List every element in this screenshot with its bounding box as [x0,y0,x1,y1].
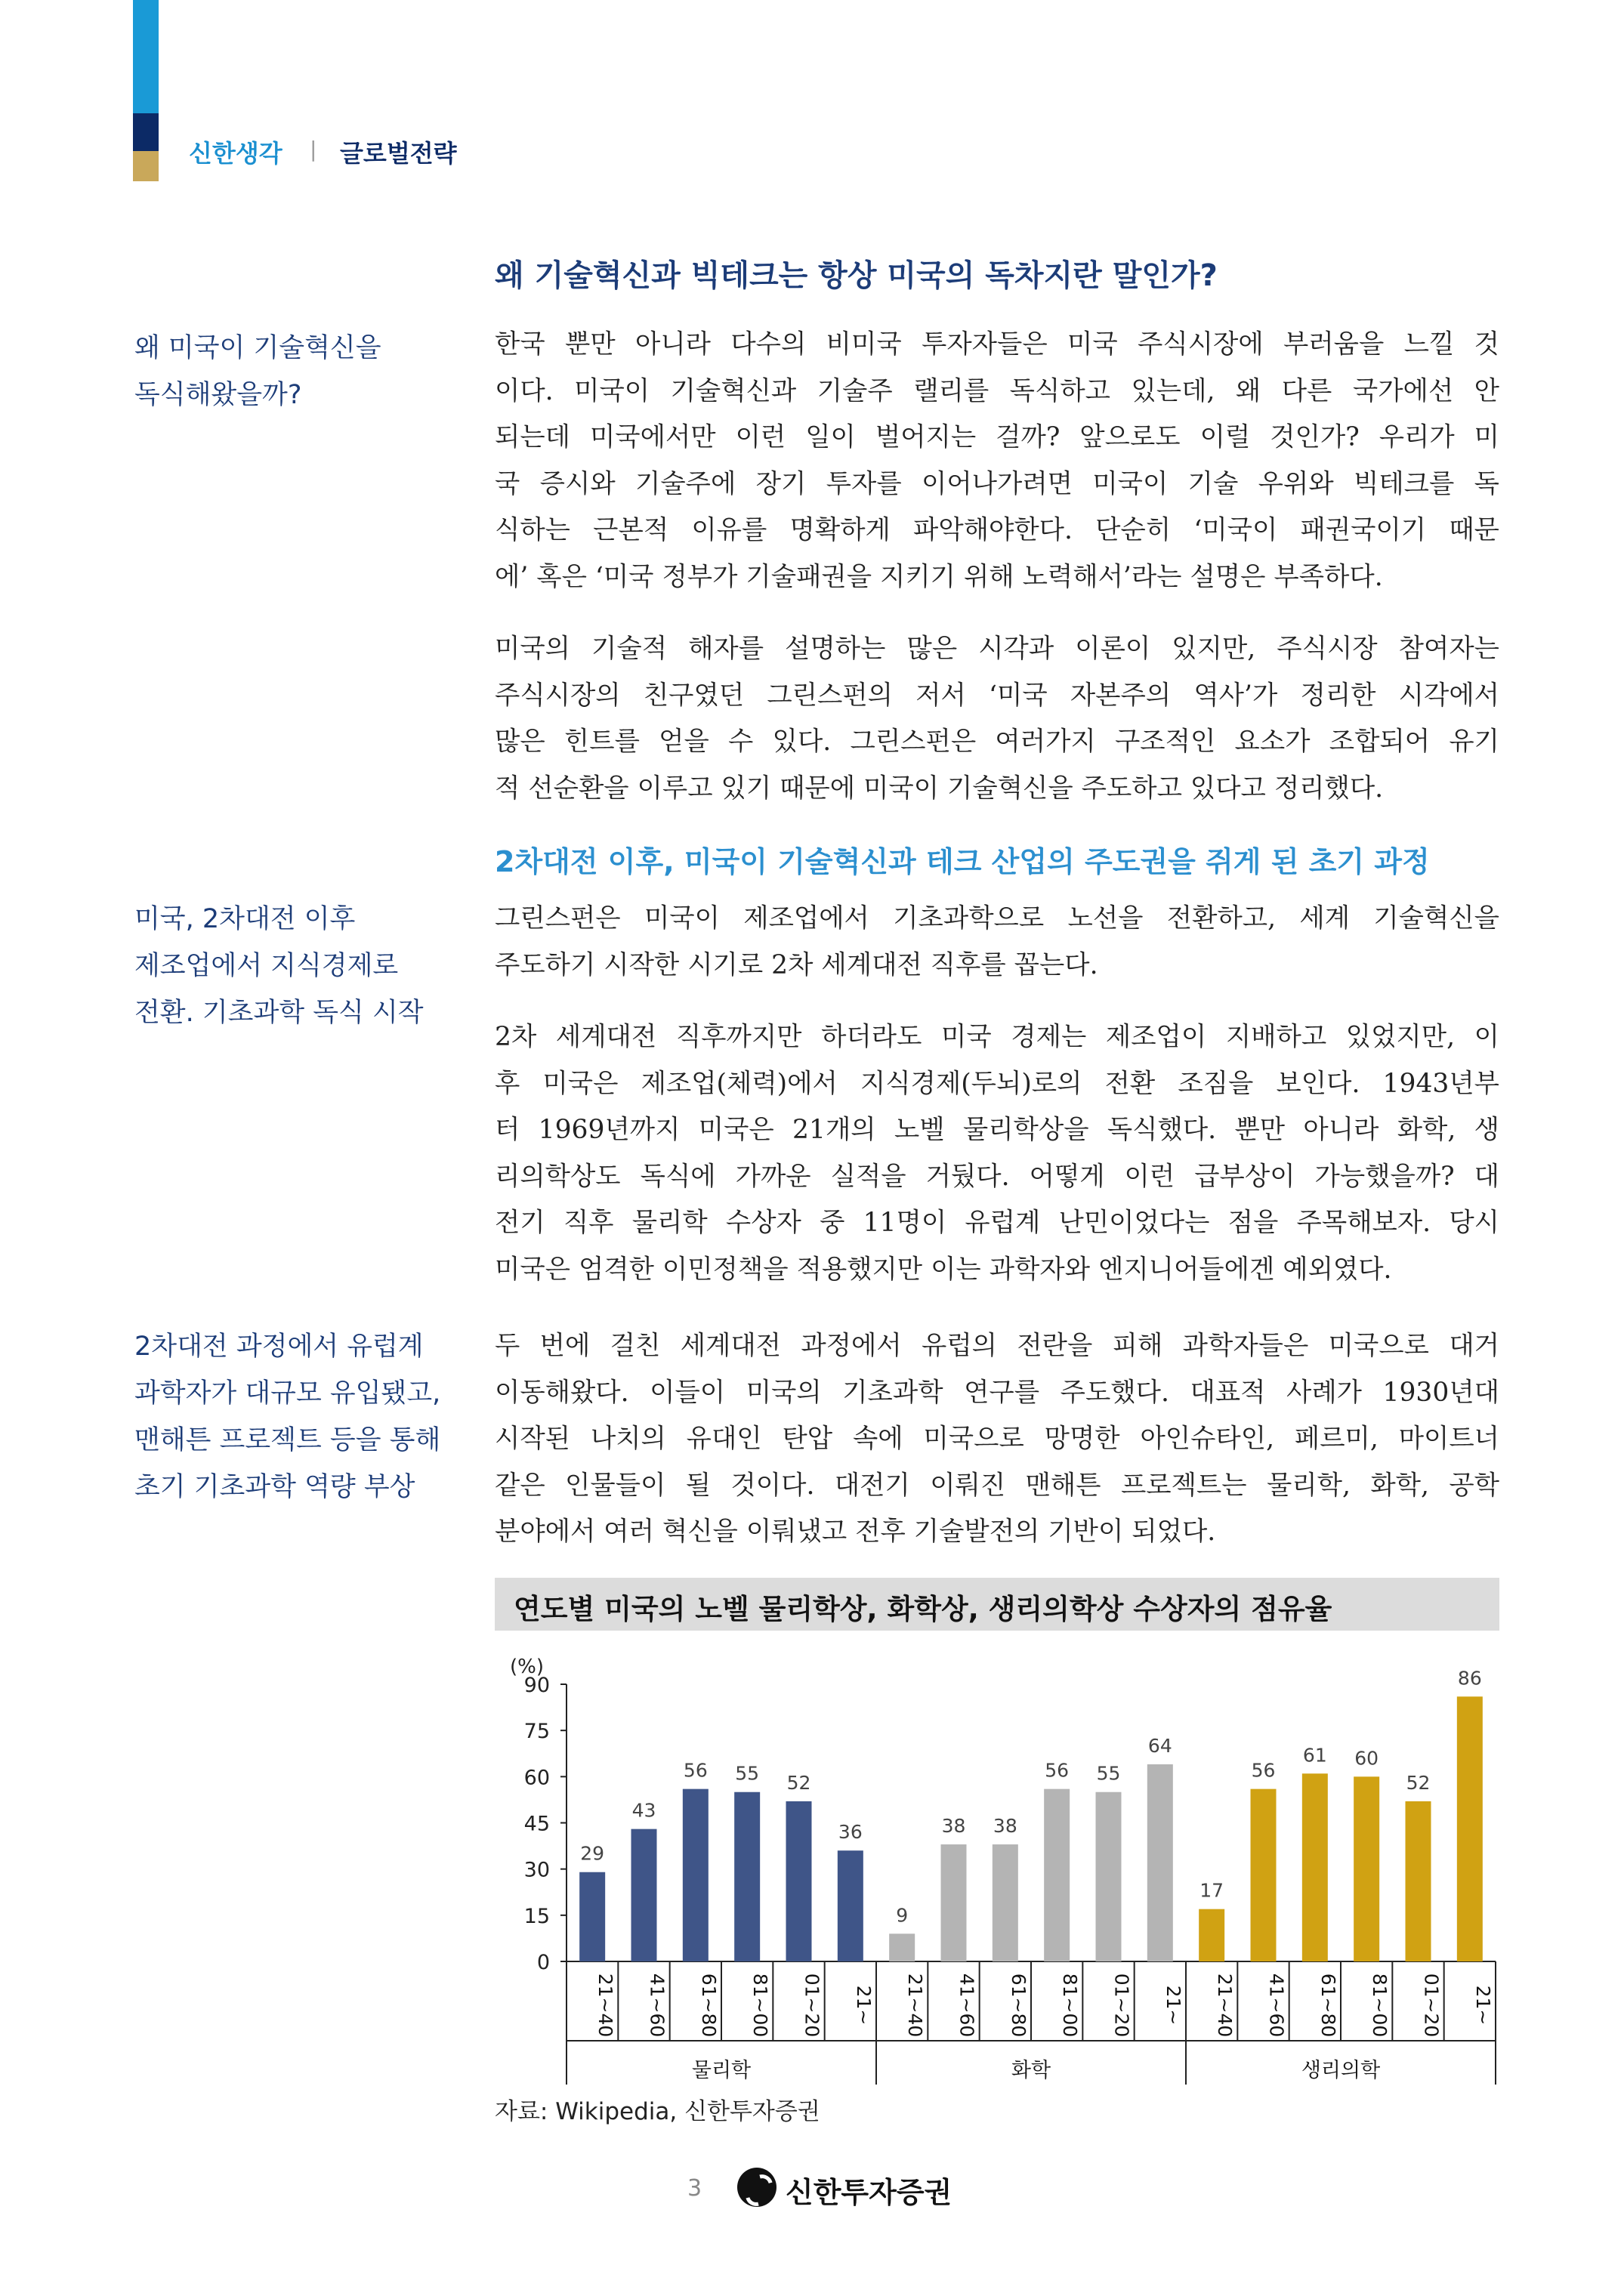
data-label: 55 [1096,1762,1121,1785]
bar [579,1872,605,1961]
data-label: 61 [1302,1744,1327,1767]
y-tick-label: 90 [523,1674,550,1697]
side-note-line: 2차대전 과정에서 유럽계 [134,1332,424,1362]
paragraph-line: 리의학상도 독식에 가까운 실적을 거뒀다. 어떻게 이런 급부상이 가능했을까? 대 [495,1161,1499,1192]
paragraph-line: 미국은 엄격한 이민정책을 적용했지만 이는 과학자와 엔지니어들에겐 예외였다. [495,1254,1392,1285]
data-label: 52 [786,1771,811,1794]
paragraph [495,1323,1499,1556]
side-note-line: 과학자가 대규모 유입됐고, [134,1378,441,1409]
paragraph-line: 2차 세계대전 직후까지만 하더라도 미국 경제는 제조업이 지배하고 있었지만, 이 [495,1022,1499,1052]
side-note-line: 전환. 기초과학 독식 시작 [134,998,424,1028]
group-label: 화학 [1011,2059,1051,2082]
x-tick-label: 61~80 [697,1973,720,2038]
side-note-1 [134,325,467,418]
paragraph-line: 에’ 혹은 ‘미국 정부가 기술패권을 지키기 위해 노력해서’라는 설명은 부족하다. [495,561,1383,592]
side-note-2 [134,896,467,1036]
bar [993,1844,1018,1961]
x-tick-label: 21~ [1471,1985,1494,2026]
x-tick-label: 21~40 [904,1973,927,2038]
x-tick-label: 01~20 [1110,1973,1133,2038]
side-note-line: 미국, 2차대전 이후 [134,904,356,934]
bar [941,1844,967,1961]
paragraph-line: 미국의 기술적 해자를 설명하는 많은 시각과 이론이 있지만, 주식시장 참여자는 [495,634,1499,664]
paragraph [495,322,1499,600]
x-tick-label: 01~20 [1420,1973,1443,2038]
x-tick-label: 41~60 [956,1973,978,2038]
x-tick-label: 21~40 [594,1973,617,2038]
y-tick-label: 60 [523,1766,550,1790]
section-title: 왜 기술혁신과 빅테크는 항상 미국의 독차지란 말인가? [495,258,1218,293]
bar-chart [495,1631,1499,2085]
side-note-line: 맨해튼 프로젝트 등을 통해 [134,1425,441,1455]
bar [1251,1789,1277,1961]
x-tick-label: 21~ [852,1985,875,2026]
bar [1044,1789,1070,1961]
x-tick-label: 01~20 [801,1973,823,2038]
bar [1199,1909,1224,1961]
company-name: 신한투자증권 [786,2176,952,2209]
y-tick-label: 0 [536,1951,550,1974]
data-label: 17 [1199,1879,1224,1902]
x-tick-label: 41~60 [1265,1973,1288,2038]
data-label: 38 [993,1815,1017,1838]
data-label: 38 [941,1815,966,1838]
bar [1457,1696,1483,1961]
paragraph-line: 전기 직후 물리학 수상자 중 11명이 유럽계 난민이었다는 점을 주목해보자. 당시 [495,1208,1499,1238]
subsection-title: 2차대전 이후, 미국이 기술혁신과 테크 산업의 주도권을 쥐게 된 초기 과정 [495,845,1430,878]
y-tick-label: 30 [523,1858,550,1882]
header-accent-bar-navy [133,113,159,151]
data-label: 52 [1406,1771,1431,1794]
x-tick-label: 81~00 [749,1973,772,2038]
paragraph-line: 시작된 나치의 유대인 탄압 속에 미국으로 망명한 아인슈타인, 페르미, 마이트너 [495,1424,1499,1454]
data-label: 55 [735,1762,760,1785]
paragraph-line: 적 선순환을 이루고 있기 때문에 미국이 기술혁신을 주도하고 있다고 정리했다. [495,773,1384,804]
data-label: 56 [1251,1759,1276,1782]
side-note-line: 왜 미국이 기술혁신을 [134,333,381,363]
side-note-line: 제조업에서 지식경제로 [134,951,399,981]
data-label: 36 [838,1821,863,1844]
paragraph [495,896,1499,989]
data-label: 64 [1147,1735,1172,1758]
bar [838,1850,863,1961]
paragraph-line: 되는데 미국에서만 이런 일이 벌어지는 걸까? 앞으로도 이럴 것인가? 우리가 미 [495,422,1499,452]
paragraph-line: 분야에서 여러 혁신을 이뤄냈고 전후 기술발전의 기반이 되었다. [495,1517,1216,1547]
paragraph-line: 두 번에 걸친 세계대전 과정에서 유럽의 전란을 피해 과학자들은 미국으로 대거 [495,1331,1499,1361]
y-axis-unit: (%) [510,1656,544,1678]
paragraph-line: 한국 뿐만 아니라 다수의 비미국 투자자들은 미국 주식시장에 부러움을 느낄 것 [495,329,1499,360]
x-tick-label: 41~60 [646,1973,668,2038]
x-tick-label: 61~80 [1007,1973,1030,2038]
company-logo-icon [737,2168,776,2207]
side-note-3 [134,1323,467,1511]
bar [683,1789,709,1961]
paragraph-line: 이동해왔다. 이들이 미국의 기초과학 연구를 주도했다. 대표적 사례가 1930년대 [495,1377,1499,1408]
bar [1302,1773,1328,1961]
data-label: 86 [1457,1667,1482,1690]
side-note-line: 초기 기초과학 역량 부상 [134,1472,415,1502]
paragraph [495,626,1499,812]
paragraph-line: 터 1969년까지 미국은 21개의 노벨 물리학상을 독식했다. 뿐만 아니라 화학, 생 [495,1115,1499,1145]
x-tick-label: 61~80 [1317,1973,1339,2038]
data-label: 9 [896,1904,909,1927]
bar [786,1801,812,1961]
bar [1406,1801,1431,1961]
side-note-line: 독식해왔을까? [134,380,302,410]
paragraph-line: 후 미국은 제조업(체력)에서 지식경제(두뇌)로의 전환 조짐을 보인다. 1943년부 [495,1068,1499,1099]
data-label: 56 [683,1759,708,1782]
y-tick-label: 15 [523,1904,550,1928]
paragraph [495,1014,1499,1293]
paragraph-line: 그린스펀은 미국이 제조업에서 기초과학으로 노선을 전환하고, 세계 기술혁신을 [495,903,1499,934]
x-tick-label: 81~00 [1369,1973,1391,2038]
paragraph-line: 같은 인물들이 될 것이다. 대전기 이뤄진 맨해튼 프로젝트는 물리학, 화학, 공학 [495,1470,1499,1501]
paragraph-line: 국 증시와 기술주에 장기 투자를 이어나가려면 미국이 기술 우위와 빅테크를 독 [495,468,1499,499]
data-label: 60 [1354,1747,1379,1770]
paragraph-line: 많은 힌트를 얻을 수 있다. 그린스펀은 여러가지 구조적인 요소가 조합되어 유기 [495,727,1499,757]
header-accent-bar-blue [133,0,159,113]
header-accent-bar-gold [133,151,159,181]
header-separator: | [310,137,317,162]
x-tick-label: 21~40 [1214,1973,1237,2038]
data-label: 43 [631,1799,656,1822]
x-tick-label: 21~ [1162,1985,1184,2026]
bar [1354,1776,1379,1961]
header-section: 글로벌전략 [340,139,457,168]
bar [631,1829,657,1961]
header-brand: 신한생각 [189,139,283,168]
bar [1096,1792,1122,1961]
bar [1147,1764,1173,1961]
data-label: 29 [580,1842,605,1865]
page-number: 3 [687,2175,702,2202]
chart-title: 연도별 미국의 노벨 물리학상, 화학상, 생리의학상 수상자의 점유율 [514,1593,1332,1625]
paragraph-line: 식하는 근본적 이유를 명확하게 파악해야한다. 단순히 ‘미국이 패권국이기 때문 [495,515,1499,545]
bar [889,1933,915,1961]
paragraph-line: 이다. 미국이 기술혁신과 기술주 랠리를 독식하고 있는데, 왜 다른 국가에선 안 [495,375,1499,406]
group-label: 물리학 [691,2059,752,2082]
bar [734,1792,760,1961]
paragraph-line: 주식시장의 친구였던 그린스펀의 저서 ‘미국 자본주의 역사’가 정리한 시각에서 [495,680,1499,711]
x-tick-label: 81~00 [1059,1973,1082,2038]
group-label: 생리의학 [1301,2059,1381,2082]
chart-source: 자료: Wikipedia, 신한투자증권 [495,2098,820,2125]
data-label: 56 [1045,1759,1070,1782]
y-tick-label: 75 [523,1720,550,1744]
paragraph-line: 주도하기 시작한 시기로 2차 세계대전 직후를 꼽는다. [495,949,1098,980]
y-tick-label: 45 [523,1812,550,1836]
